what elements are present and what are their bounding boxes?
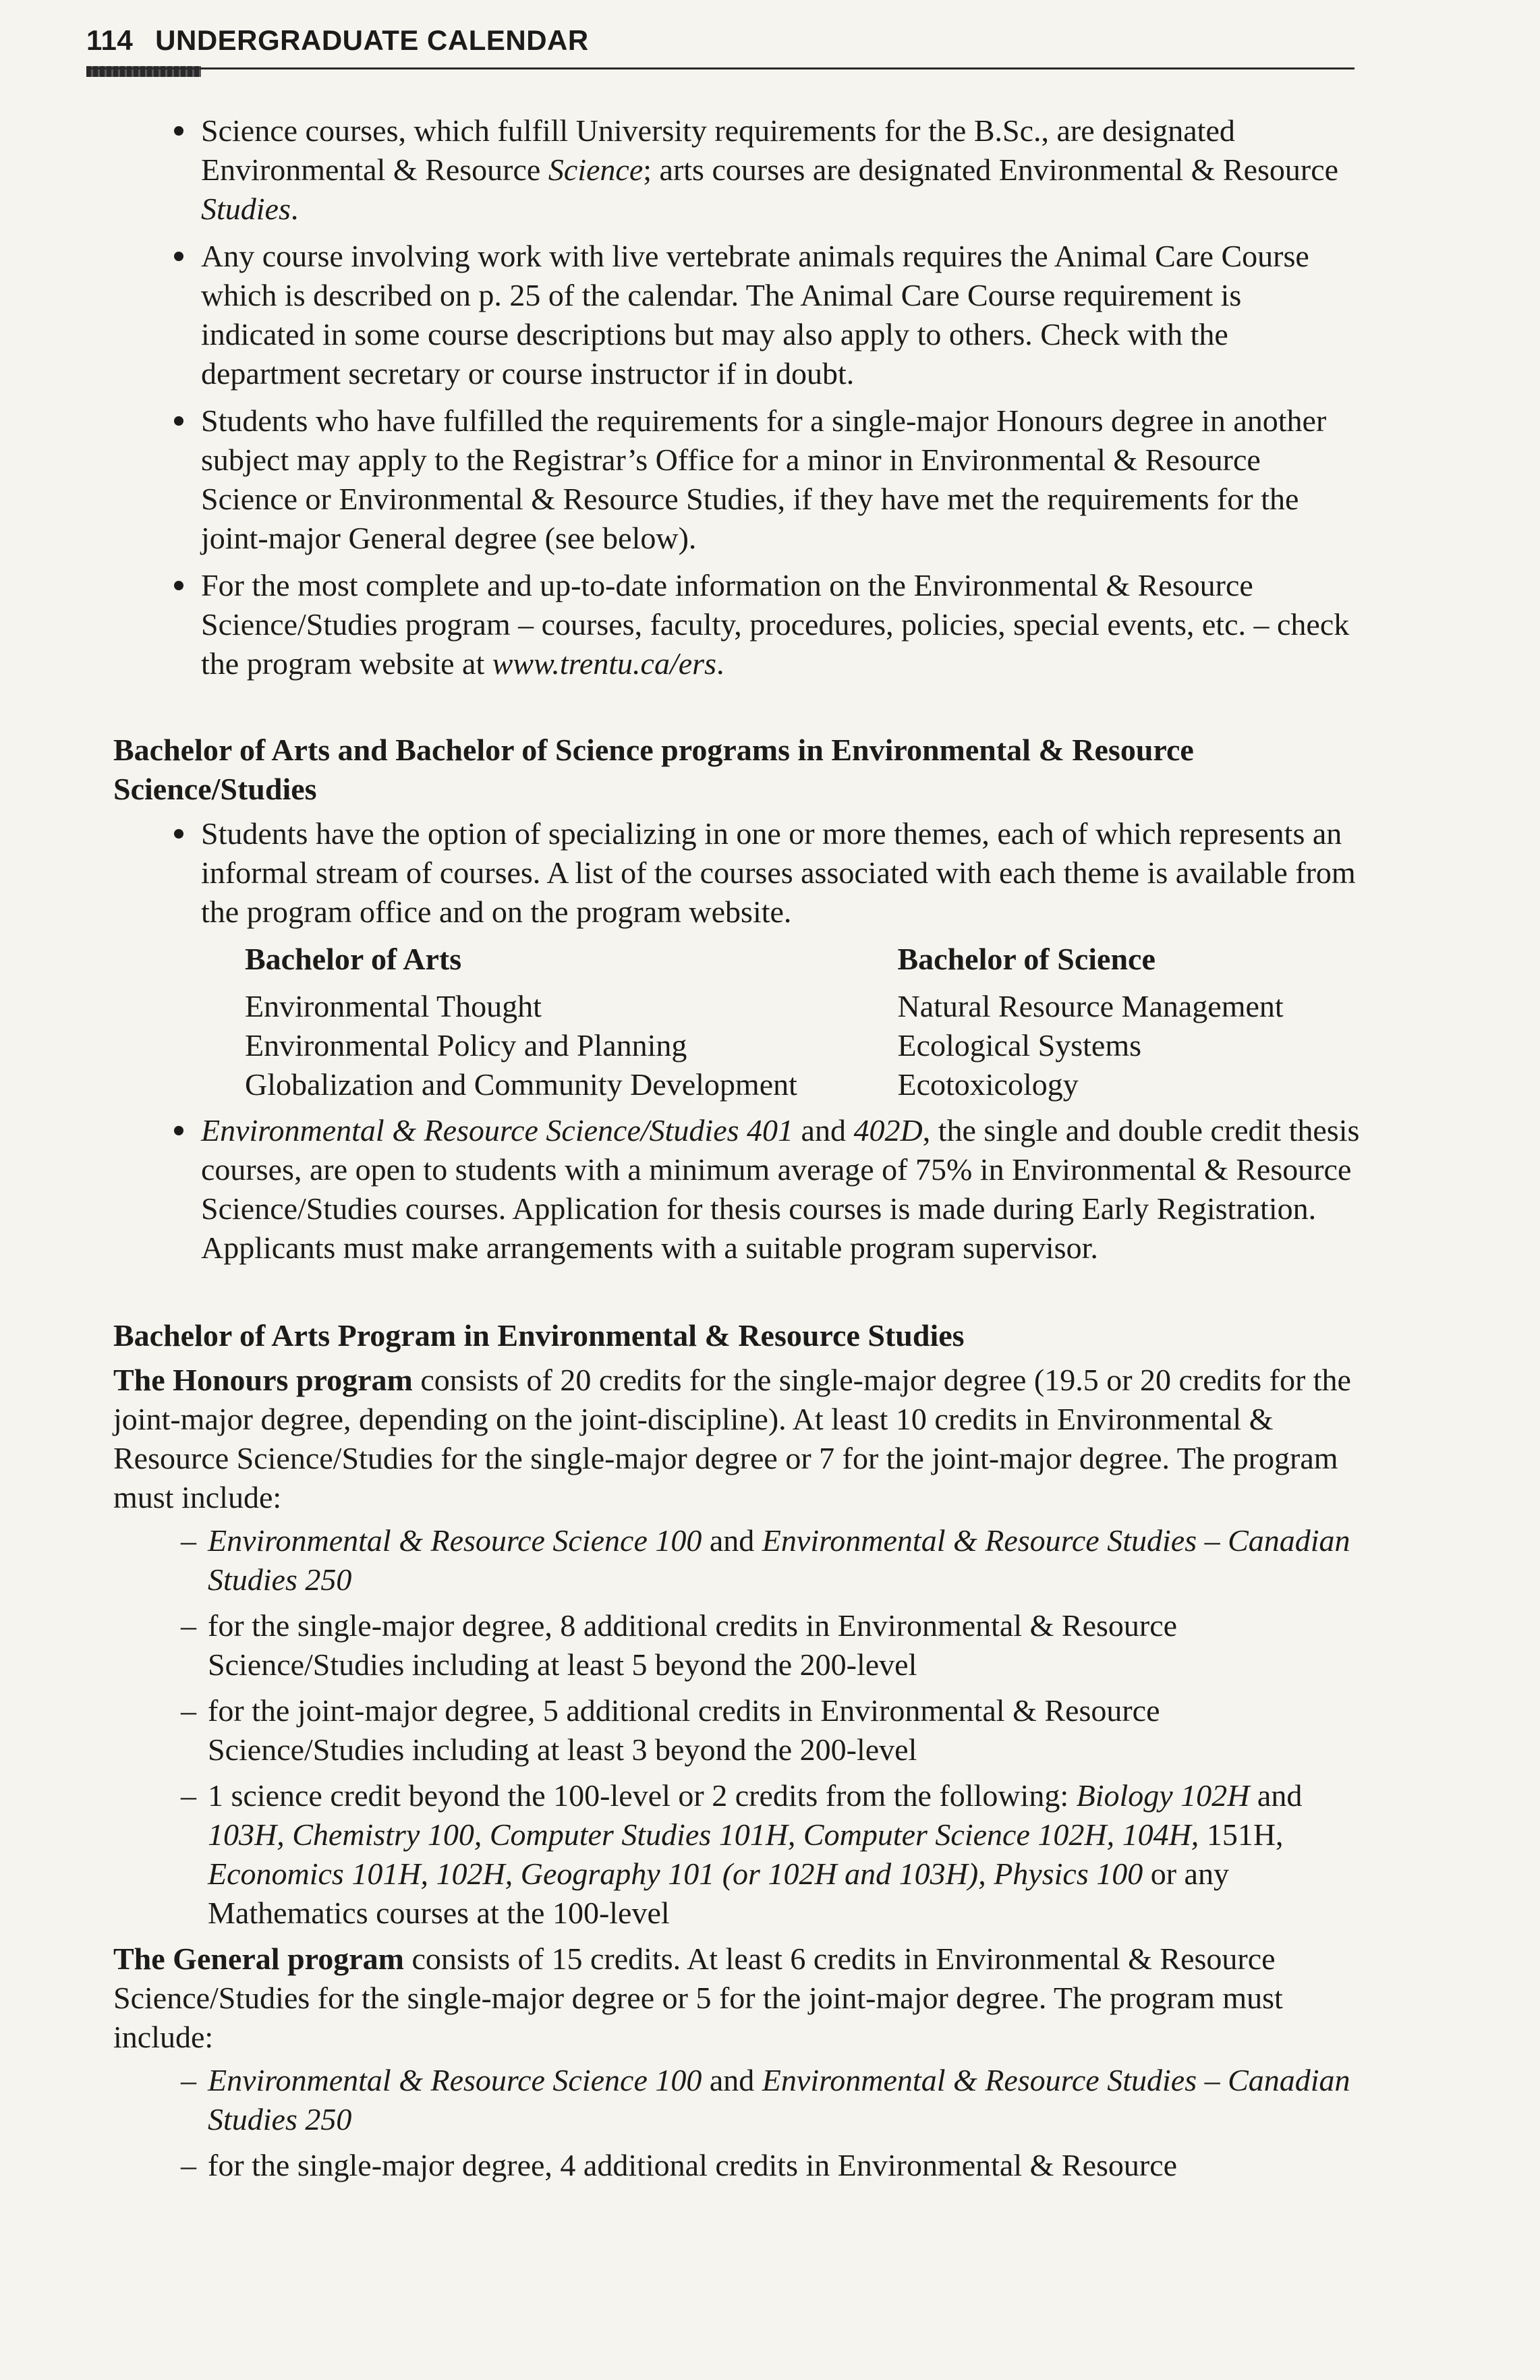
req-text: for the single-major degree, 8 additional credits in Environmental & Resource Science/Studies including at least 5 beyond the 200-level: [208, 1608, 1178, 1682]
req-text-italic: Environmental & Resource Science 100: [208, 1523, 702, 1558]
page-number: 114: [86, 24, 134, 56]
bullet-text: ; arts courses are designated Environmental & Resource: [643, 152, 1339, 187]
theme-item: Ecological Systems: [897, 1028, 1142, 1062]
bullet-text: , the single and double credit thesis courses, are open to students with a minimum average of 75% in Environmental & Resource Science/Studies courses. Application for thesis courses is made during Early Registration. Applicants must make arrangements with a suitable program supervisor.: [201, 1113, 1360, 1265]
themes-column-science: [897, 940, 1361, 1104]
bullet-dot: [174, 1126, 183, 1135]
bullet-dot: [174, 581, 183, 590]
requirement-item: [113, 2061, 1361, 2139]
bullet-item: [113, 237, 1361, 393]
theme-item: Ecotoxicology: [897, 1067, 1079, 1102]
req-text-italic: Environmental & Resource Studies – Canadian Studies 250: [208, 2063, 1350, 2136]
bullet-item: [113, 401, 1361, 558]
req-text: for the single-major degree, 4 additional credits in Environmental & Resource: [208, 2148, 1178, 2182]
requirement-item: [113, 1776, 1361, 1933]
dash-mark: –: [181, 2148, 196, 2182]
requirement-item: [113, 1521, 1361, 1599]
req-text-italic: Biology 102H: [1076, 1778, 1250, 1813]
general-label: The General program: [113, 1942, 404, 1976]
paragraph-text: consists of 20 credits for the single-major degree (19.5 or 20 credits for the joint-major degree, depending on the joint-discipline). At least 10 credits in Environmental & Resource Science/Studies for the single-major degree or 7 for the joint-major degree. The program must include:: [113, 1363, 1351, 1514]
theme-item: Globalization and Community Development: [245, 1067, 797, 1102]
dash-mark: –: [181, 1523, 196, 1558]
dash-mark: –: [181, 1608, 196, 1643]
section-heading: Bachelor of Arts Program in Environmental & Resource Studies: [113, 1318, 965, 1353]
req-text-italic: Environmental & Resource Science 100: [208, 2063, 702, 2097]
column-heading: Bachelor of Arts: [245, 942, 462, 976]
bullet-text-italic: Science: [548, 152, 644, 187]
theme-item: Environmental Thought: [245, 989, 542, 1023]
theme-item: Natural Resource Management: [897, 989, 1284, 1023]
bullet-text: Any course involving work with live vertebrate animals requires the Animal Care Course which is described on p. 25 of the calendar. The Animal Care Course requirement is indicated in some course descriptions but may also apply to others. Check with the department secretary or course instructor if in doubt.: [201, 239, 1309, 391]
bullet-item: [113, 111, 1361, 229]
bullet-text: and: [793, 1113, 854, 1148]
dash-mark: –: [181, 1693, 196, 1728]
requirement-item: [113, 1606, 1361, 1684]
bullet-item: [113, 1111, 1361, 1268]
bullet-text-italic: Environmental & Resource Science/Studies 401: [201, 1113, 794, 1148]
req-text: and: [702, 2063, 762, 2097]
req-text: and: [702, 1523, 762, 1558]
page-body: [113, 111, 1361, 2192]
req-text: or any Mathematics courses at the 100-level: [208, 1857, 1229, 1930]
general-paragraph: [113, 1939, 1361, 2057]
bullet-text: Students who have fulfilled the requirements for a single-major Honours degree in another subject may apply to the Registrar’s Office for a minor in Environmental & Resource Science or Environmental & Resource Studies, if they have met the requirements for the joint-major General degree (see below).: [201, 403, 1327, 555]
bullet-text-italic: Studies: [201, 192, 291, 226]
themes-table: [113, 940, 1361, 1104]
themes-column-arts: [245, 940, 897, 1104]
page-header: [86, 24, 1354, 57]
dash-mark: –: [181, 2063, 196, 2097]
bullet-dot: [174, 126, 183, 136]
running-title: UNDERGRADUATE CALENDAR: [155, 24, 589, 56]
honours-paragraph: [113, 1361, 1361, 1517]
header-rule: [86, 67, 1354, 69]
bullet-item: [113, 566, 1361, 683]
column-heading: Bachelor of Science: [897, 942, 1156, 976]
dash-mark: –: [181, 1778, 196, 1813]
program-website-link[interactable]: www.trentu.ca/ers: [492, 646, 716, 681]
bullet-dot: [174, 252, 183, 261]
bullet-text: .: [716, 646, 724, 681]
req-text-italic: Environmental & Resource Studies – Canadian Studies 250: [208, 1523, 1350, 1597]
bullet-dot: [174, 829, 183, 839]
req-text: for the joint-major degree, 5 additional credits in Environmental & Resource Science/Studies including at least 3 beyond the 200-level: [208, 1693, 1160, 1767]
req-text-italic: Economics 101H, 102H, Geography 101 (or 102H and 103H), Physics 100: [208, 1857, 1143, 1891]
bullet-text: For the most complete and up-to-date information on the Environmental & Resource Science/Studies program – courses, faculty, procedures, policies, special events, etc. – check the program website at: [201, 568, 1350, 681]
requirement-item: [113, 1691, 1361, 1769]
bullet-text: Students have the option of specializing in one or more themes, each of which represents an informal stream of courses. A list of the courses associated with each theme is available from the program office and on the program website.: [201, 816, 1356, 929]
paragraph-text: consists of 15 credits. At least 6 credits in Environmental & Resource Science/Studies for the single-major degree or 5 for the joint-major degree. The program must include:: [113, 1942, 1283, 2054]
req-text: 1 science credit beyond the 100-level or 2 credits from the following:: [208, 1778, 1077, 1813]
bullet-dot: [174, 416, 183, 426]
req-text: and: [1249, 1778, 1303, 1813]
req-text-italic: 103H, Chemistry 100, Computer Studies 101H, Computer Science 102H, 104H,: [208, 1817, 1199, 1852]
theme-item: Environmental Policy and Planning: [245, 1028, 687, 1062]
bullet-text-italic: 402D: [853, 1113, 923, 1148]
section-heading: Bachelor of Arts and Bachelor of Science programs in Environmental & Resource Science/Studies: [113, 733, 1194, 806]
bullet-text: Science courses, which fulfill University requirements for the B.Sc., are designated Environmental & Resource: [201, 113, 1235, 187]
req-text: 151H,: [1199, 1817, 1284, 1852]
requirement-item: [113, 2146, 1361, 2185]
honours-label: The Honours program: [113, 1363, 413, 1397]
bullet-item: [113, 814, 1361, 932]
bullet-text: .: [290, 192, 299, 226]
